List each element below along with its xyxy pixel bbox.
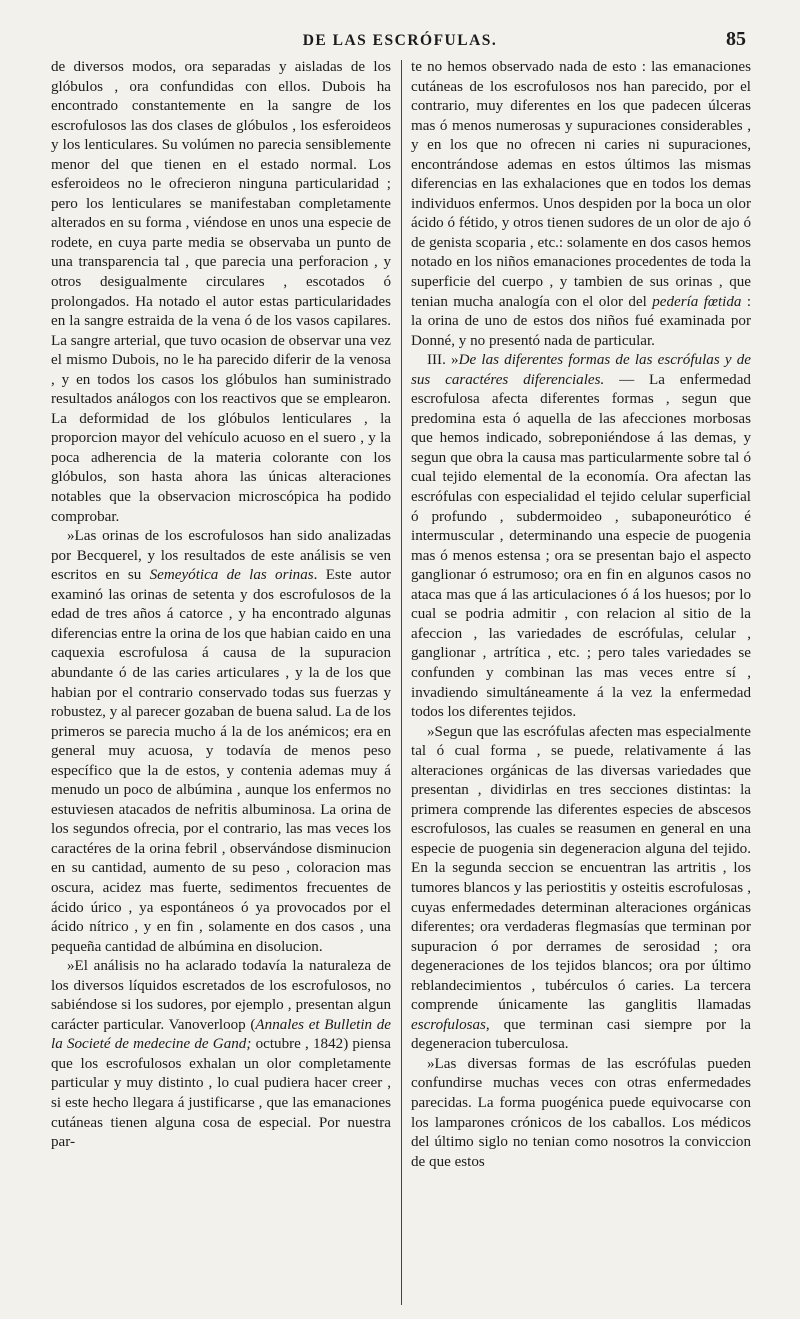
- italic-text: De las diferentes formas de las escrófulas y de sus caractéres diferenciales.: [411, 352, 751, 388]
- italic-text: Annales et Bulletin de la Societé de medecine de Gand;: [51, 1016, 391, 1053]
- paragraph: »Las diversas formas de las escrófulas pueden confundirse muchas veces con otras enfermedades parecidas. La forma puogénica puede equivocarse con los lamparones crónicos de los caballos. Los médicos del último siglo no tenian como nosotros la conviccion de que estos: [411, 1055, 751, 1170]
- left-column: [51, 58, 391, 1153]
- right-column: [411, 58, 751, 1172]
- paragraph: de diversos modos, ora separadas y aisladas de los glóbulos , ora confundidas con ellos. Dubois ha encontrado constantemente en la sangre de los escrofulosos las dos clases de glóbulos , los esferoideos y los lenticulares. Su volúmen no parecia sensiblemente menor del que tienen en el estado normal. Los esferoideos no le ofrecieron ninguna particularidad ; pero los lenticulares se manifestaban completamente alterados en su forma , viéndose en unos una especie de rodete, en cuya parte media se observaba un punto de una transparencia tal , que parecia una perforacion , y otros desigualmente circulares , escotados ó prolongados. Ha notado el autor estas particularidades en la sangre estraida de la vena ó de los vasos capilares. La sangre arterial, que tuvo ocasion de observar una vez el mismo Dubois, no le ha parecido diferir de la venosa , y en todos los casos los glóbulos han suministrado resultados análogos con los reactivos que se emplearon. La deformidad de los glóbulos lenticulares , la proporcion mayor del vehículo acuoso en el suero , y la poca adherencia de la materia colorante con los glóbulos, son hasta ahora las únicas alteraciones notables que la observacion microscópica ha podido comprobar.: [51, 59, 391, 525]
- italic-text: Semeyótica de las orinas: [149, 567, 314, 584]
- running-title: DE LAS ESCRÓFULAS.: [302, 32, 498, 49]
- paragraph: te no hemos observado nada de esto : las emanaciones cutáneas de los escrofulosos nos han parecido, por el contrario, muy diferentes en los que padecen úlceras mas ó menos numerosas y supuraciones considerables , y en los que no ofrecen ni caries ni supuraciones, encontrándose ademas en estos últimos las mismas diferencias en las exhalaciones que en todos los demas individuos enfermos. Unos despiden por la boca un olor ácido ó fétido, y otros tienen sudores de un olor de ajo ó de genista scoparia , etc.: solamente en dos casos hemos notado en los niños emanaciones procedentes de toda la superficie del cuerpo , y tambien de sus orinas , que tenian mucha analogía con el olor del pedería fœtida : la orina de uno de estos dos niños fué examinada por Donné, y no presentó nada de particular.: [411, 59, 752, 349]
- column-divider: [401, 60, 402, 1305]
- italic-text: escrofulosas: [411, 1016, 486, 1033]
- page-number: 85: [726, 28, 746, 50]
- paragraph: »Segun que las escrófulas afecten mas especialmente tal ó cual forma , se puede, relativamente á las alteraciones orgánicas de las diversas variedades que presentan , dividirlas en tres secciones distintas: la primera comprende las diferentes especies de abscesos escrofulosos, las cuales se reasumen en general en una especie de puogenia sin degeneracion alguna del tejido. En la segunda seccion se encuentran las artritis , los tumores blancos y las periostitis y osteitis escrofulosas , cuyas enfermedades determinan alteraciones orgánicas diferentes; ora verdaderas flegmasías que terminan por supuracion ó por derrames de serosidad ; ora degeneraciones de los tejidos blancos; ora por último reblandecimientos , tubérculos ó caries. La tercera comprende únicamente las ganglitis llamadas escrofulosas, que terminan casi siempre por la degeneracion tuberculosa.: [411, 723, 751, 1053]
- paragraph: »Las orinas de los escrofulosos han sido analizadas por Becquerel, y los resultados de este análisis se ven escritos en su Semeyótica de las orinas. Este autor examinó las orinas de setenta y dos escrofulosos de la edad de tres años á catorce , y ha encontrado algunas diferencias entre la orina de los que habian caido en una caquexia escrofulosa á causa de la supuracion abundante ó de las caries articulares , y la de los que habian por el contrario conservado todas sus fuerzas y robustez, y al parecer gozaban de buena salud. La de los primeros se parecia mucho á la de los anémicos; era en general muy acuosa, y todavía de menos peso específico que la de estos, y contenia ademas muy á menudo un poco de albúmina , aunque los enfermos no estuviesen atacados de nefritis albuminosa. La orina de los segundos ofrecia, por el contrario, las mas veces los caractéres de la orina febril , observándose disminucion en su cantidad, aumento de su peso , coloracion mas oscura, acidez mas fuerte, sedimentos frecuentes de ácido úrico , ya espontáneos ó ya provocados por el ácido nítrico , y en fin , solamente en dos casos , una pequeña cantidad de albúmina en disolucion.: [51, 528, 391, 955]
- paragraph: III. »De las diferentes formas de las escrófulas y de sus caractéres diferenciales. — La enfermedad escrofulosa afecta diferentes formas , segun que predomina esta ó aquella de las afecciones morbosas que hemos indicado, sobreponiéndose á las demas, y segun que obra la causa mas particularmente sobre tal ó cual tejido elemental de la economía. Ora afectan las escrófulas con especialidad el tejido celular superficial ó profundo , subdermoideo , subaponeurótico é intermuscular , determinando una especie de puogenia mas ó menos estensa ; ora se presentan bajo el aspecto ganglionar ó estrumoso; ora en fin en algunos casos no ataca mas que á las articulaciones ó á los huesos; por lo cual se podria admitir , con relacion al sitio de la afeccion , las variedades de escrófulas, celular , ganglionar , artrítica , etc. ; pero tales variedades se confunden y combinan las mas veces entre sí , invadiendo simultáneamente á la vez la enfermedad todos los diferentes tejidos.: [411, 352, 751, 721]
- paragraph: »El análisis no ha aclarado todavía la naturaleza de los diversos líquidos escretados de los escrofulosos, no sabiéndose si los sudores, por ejemplo , presentan algun carácter particular. Vanoverloop (Annales et Bulletin de la Societé de medecine de Gand; octubre , 1842) piensa que los escrofulosos exhalan un olor completamente particular y muy distinto , lo cual pudiera hacer creer , si este hecho llegara á justificarse , que las emanaciones cutáneas tienen alguna cosa de especial. Por nuestra par-: [51, 958, 391, 1151]
- italic-text: pedería fœtida: [652, 293, 742, 310]
